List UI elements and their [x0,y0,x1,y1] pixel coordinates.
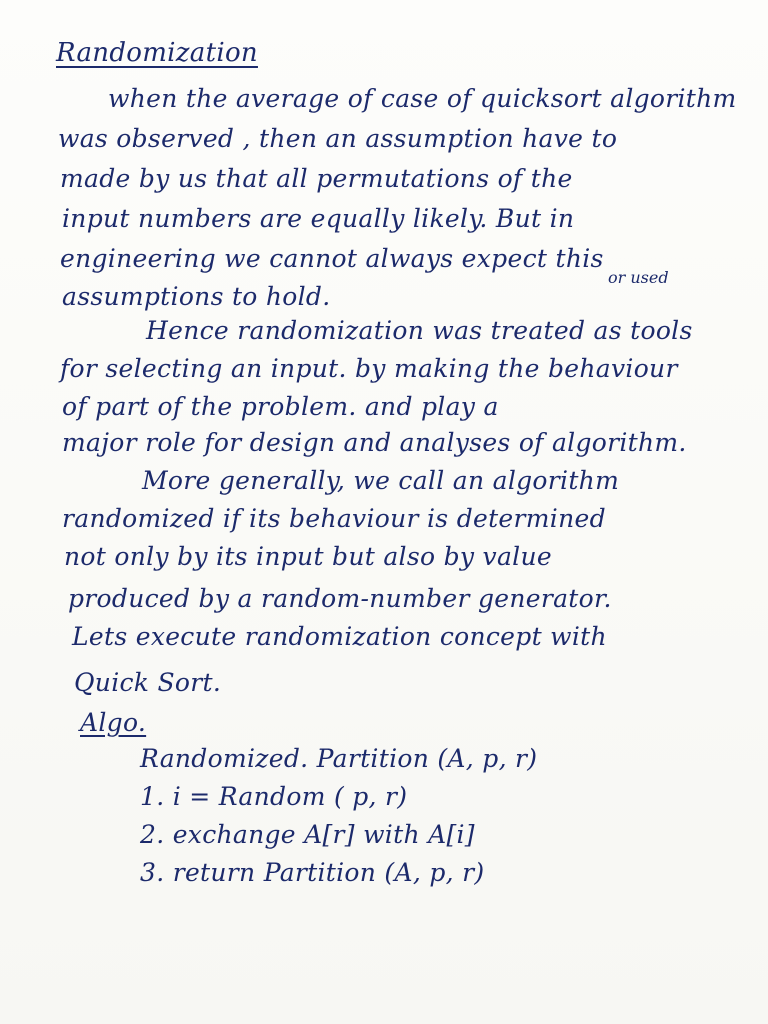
algo-line: 1. i = Random ( p, r) [140,782,408,811]
text-line: randomized if its behaviour is determined [62,504,606,533]
text-line: of part of the problem. and play a [62,392,499,421]
insertion-note: or used [608,268,669,287]
algo-line: 3. return Partition (A, p, r) [140,858,485,887]
text-line: Lets execute randomization concept with [72,622,607,651]
text-line: when the average of case of quicksort algorithm [108,84,737,113]
text-line: major role for design and analyses of algorithm. [62,428,687,457]
text-line: made by us that all permutations of the [60,164,573,193]
text-line: assumptions to hold. [62,282,331,311]
text-line: Hence randomization was treated as tools [146,316,693,345]
text-line: not only by its input but also by value [64,542,552,571]
text-line: for selecting an input. by making the behaviour [60,354,678,383]
page-title: Randomization [56,38,258,68]
text-line: was observed , then an assumption have to [58,124,618,153]
text-line: input numbers are equally likely. But in [62,204,575,233]
algo-line: 2. exchange A[r] with A[i] [140,820,475,849]
algo-line: Randomized. Partition (A, p, r) [140,744,538,773]
text-line: produced by a random-number generator. [68,584,612,613]
text-line: More generally, we call an algorithm [142,466,620,495]
text-line: engineering we cannot always expect this [60,244,604,273]
algo-heading: Algo. [80,708,147,737]
text-line: Quick Sort. [74,668,222,697]
